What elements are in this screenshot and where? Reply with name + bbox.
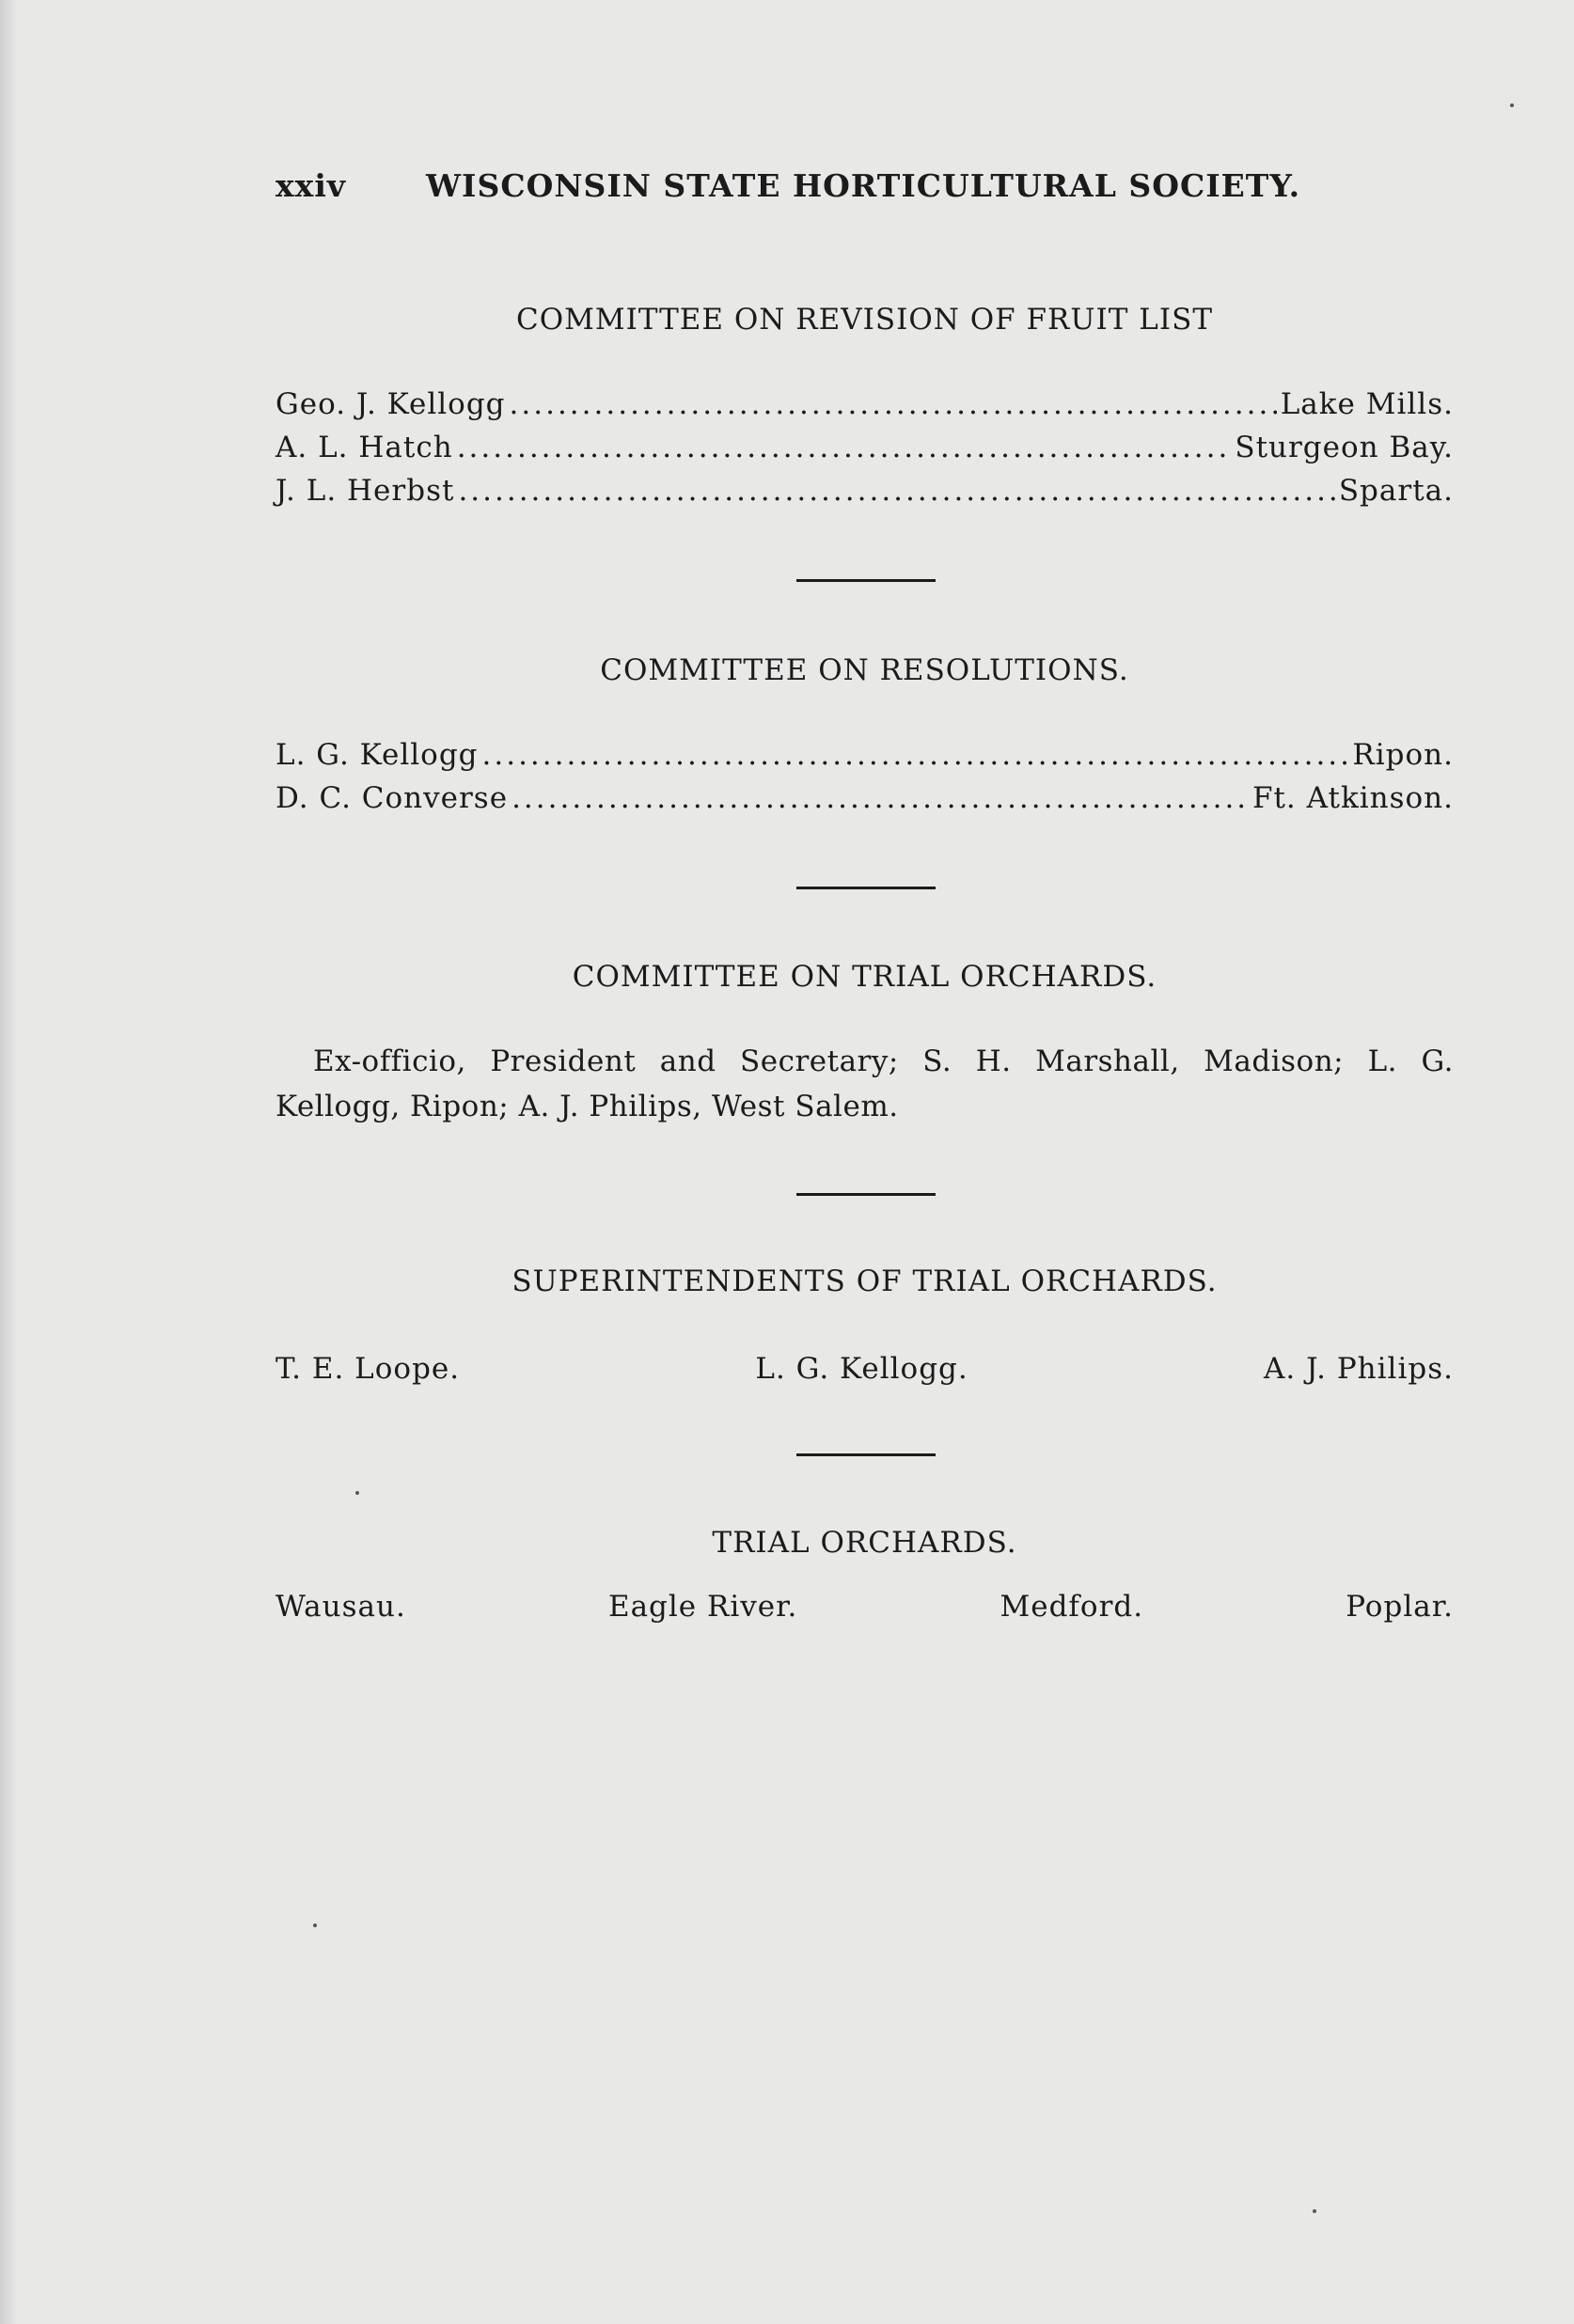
trial-orchards-list — [275, 1590, 1454, 1624]
member-place: Sparta. — [1338, 474, 1454, 508]
member-name: L. G. Kellogg — [275, 738, 479, 772]
trial-orchards-committee-text: Ex-officio, President and Secretary; S. H. Marshall, Madison; L. G. Kellogg, Ripon; A. J. Philips, West Salem. — [275, 1044, 1454, 1123]
dot-leader — [458, 474, 1334, 508]
fruit-list-committee-title: COMMITTEE ON REVISION OF FRUIT LIST — [515, 303, 1214, 337]
superintendent-name: L. G. Kellogg. — [755, 1352, 968, 1386]
dot-leader — [512, 781, 1249, 815]
superintendents-list — [275, 1352, 1454, 1386]
trial-orchards-title: TRIAL ORCHARDS. — [712, 1526, 1017, 1560]
scan-speck — [1510, 103, 1514, 107]
section-divider — [796, 887, 936, 889]
dot-leader — [457, 431, 1232, 464]
member-place: Ripon. — [1352, 738, 1454, 772]
page-edge — [0, 0, 17, 2324]
member-place: Sturgeon Bay. — [1235, 431, 1454, 464]
section-divider — [796, 1453, 936, 1456]
header-title: WISCONSIN STATE HORTICULTURAL SOCIETY. — [426, 167, 1301, 204]
scan-speck — [313, 1924, 317, 1927]
member-name: Geo. J. Kellogg — [275, 387, 506, 421]
section-divider — [796, 579, 936, 582]
member-name: A. L. Hatch — [275, 431, 453, 464]
dot-leader — [510, 387, 1277, 421]
resolutions-committee-title: COMMITTEE ON RESOLUTIONS. — [600, 653, 1129, 687]
member-place: Lake Mills. — [1280, 387, 1454, 421]
running-header — [275, 167, 1321, 204]
fruit-list-member-row — [275, 474, 1454, 508]
orchard-place: Eagle River. — [607, 1590, 798, 1624]
superintendent-name: A. J. Philips. — [1264, 1352, 1454, 1386]
scan-speck — [1313, 2209, 1316, 2213]
orchard-place: Poplar. — [1346, 1590, 1454, 1624]
page-number: xxiv — [275, 167, 347, 204]
orchard-place: Medford. — [999, 1590, 1144, 1624]
member-name: D. C. Converse — [275, 781, 509, 815]
resolutions-member-row — [275, 781, 1454, 815]
orchard-place: Wausau. — [275, 1590, 406, 1624]
superintendents-title: SUPERINTENDENTS OF TRIAL ORCHARDS. — [512, 1264, 1218, 1298]
member-place: Ft. Atkinson. — [1251, 781, 1454, 815]
scan-speck — [355, 1491, 359, 1495]
member-name: J. L. Herbst — [275, 474, 455, 508]
resolutions-member-row — [275, 738, 1454, 772]
fruit-list-member-row — [275, 431, 1454, 464]
trial-orchards-committee-title: COMMITTEE ON TRIAL ORCHARDS. — [572, 960, 1157, 994]
dot-leader — [482, 738, 1349, 772]
superintendent-name: T. E. Loope. — [275, 1352, 461, 1386]
fruit-list-member-row — [275, 387, 1454, 421]
section-divider — [796, 1193, 936, 1196]
